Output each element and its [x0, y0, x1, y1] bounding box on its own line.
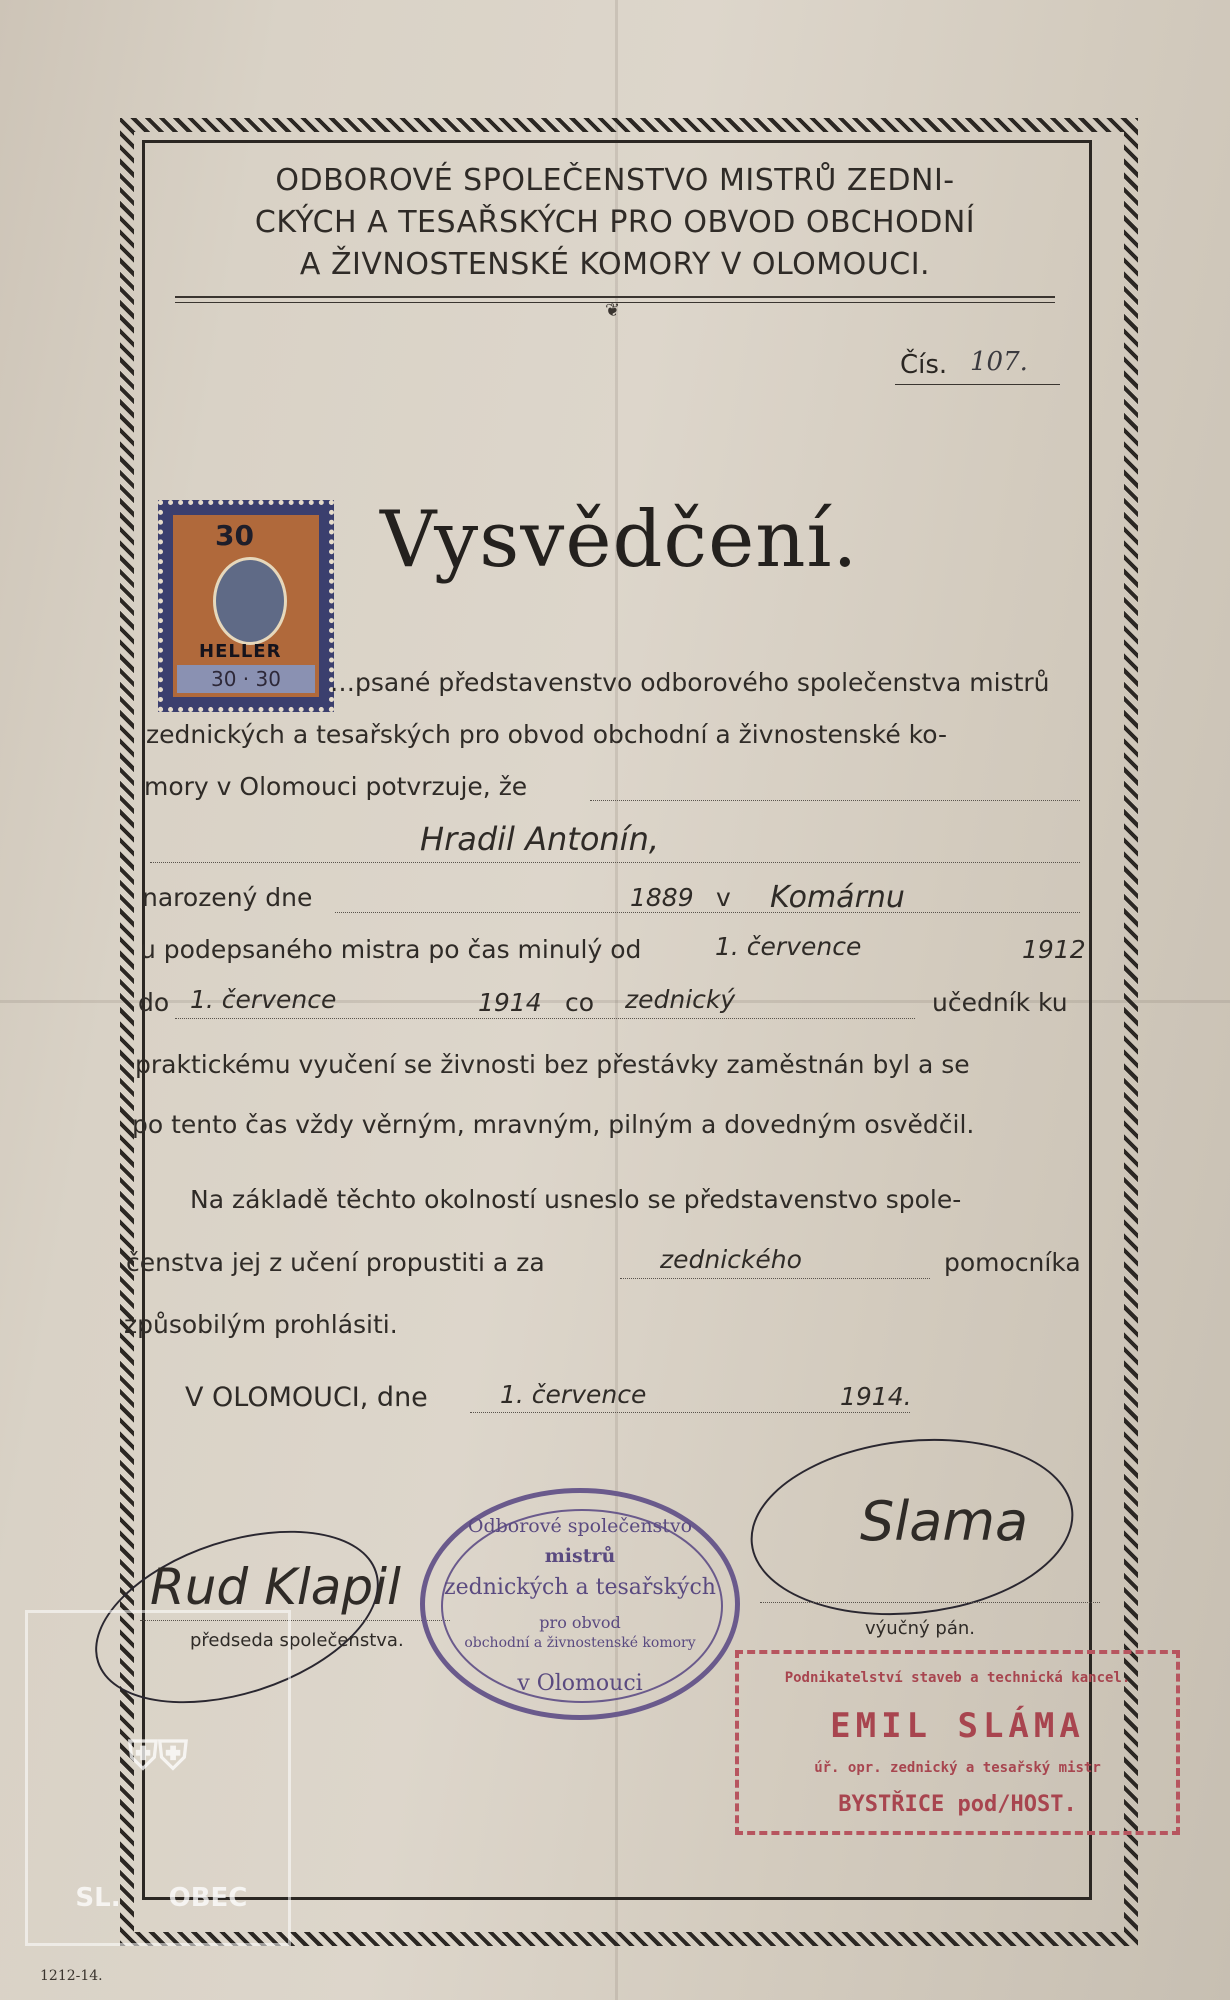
stamp-value-bottom: 30 · 30 [177, 665, 315, 693]
header-line-2: CKÝCH A TESAŘSKÝCH PRO OBVOD OBCHODNÍ [254, 205, 976, 240]
dotted-fill-line [590, 800, 1080, 801]
master-label: výučný pán. [865, 1618, 975, 1639]
chairman-label: předseda společenstva. [190, 1630, 404, 1651]
body-p2-line-2a: čenstva jej z učení propustiti a za [126, 1248, 545, 1277]
revenue-stamp [158, 500, 334, 712]
stamp-currency: HELLER [199, 641, 282, 662]
number-value: 107. [970, 347, 1028, 377]
dotted-fill-line [175, 1018, 915, 1019]
to-label: do [138, 988, 170, 1017]
body-p2-line-3: způsobilým prohlásiti. [124, 1310, 398, 1339]
header-line-1: ODBOROVÉ SPOLEČENSTVO MISTRŮ ZEDNI- [275, 163, 955, 198]
body-line-prakt: praktickému vyučení se živnosti bez přestávky zaměstnán byl a se [135, 1050, 970, 1079]
body-p2-line-2b: pomocníka [944, 1248, 1081, 1277]
master-business-stamp: Podnikatelství staveb a technická kancel. EMIL SLÁMA úř. opr. zednický a tesařský mistr BYSTŘICE pod/HOST. [735, 1650, 1180, 1835]
emperor-portrait-icon [213, 557, 287, 645]
header-line-3: A ŽIVNOSTENSKÉ KOMORY V OLOMOUCI. [299, 247, 931, 282]
number-underline [895, 384, 1060, 385]
dotted-fill-line [470, 1412, 910, 1413]
born-label: narozený dne [142, 883, 313, 912]
body-line-cas: po tento čas vždy věrným, mravným, pilným a dovedným osvědčil. [132, 1110, 975, 1139]
number-label: Čís. [900, 350, 948, 380]
municipal-watermark: ⛨⛨ SL. OBEC [25, 1610, 291, 1946]
place-date: 1. července [500, 1380, 647, 1409]
society-seal: Odborové společenstvo mistrů zednických a tesařských pro obvod obchodní a živnostenské komory v Olomouci [420, 1488, 740, 1720]
signature-line [760, 1602, 1100, 1603]
header-rule [175, 296, 1055, 298]
born-year: 1889 [630, 883, 694, 912]
place-label: V OLOMOUCI, dne [185, 1382, 428, 1413]
body-line-1: …psané představenstvo odborového společenstva mistrů [330, 668, 1050, 697]
co-label: co [565, 988, 595, 1017]
to-year: 1914 [478, 988, 542, 1017]
dotted-fill-line [150, 862, 1080, 863]
born-in-label: v [716, 883, 731, 912]
header-ornament-icon: ❦ [605, 300, 621, 321]
born-place: Komárnu [770, 880, 905, 915]
p2-trade: zednického [660, 1245, 802, 1274]
from-date: 1. července [715, 932, 862, 961]
body-line-3: mory v Olomouci potvrzuje, že [144, 772, 528, 801]
print-code: 1212-14. [40, 1968, 103, 1984]
trade: zednický [625, 985, 736, 1014]
apprentice-label: učedník ku [932, 988, 1068, 1017]
issuer-header [160, 160, 1070, 286]
body-line-2: zednických a tesařských pro obvod obchodní a živnostenské ko- [146, 720, 948, 749]
body-p2-line-1: Na základě těchto okolností usneslo se představenstvo spole- [190, 1185, 962, 1214]
dotted-fill-line [335, 912, 1080, 913]
document-title: Vysvědčení. [380, 495, 859, 585]
apprentice-name: Hradil Antonín, [420, 820, 660, 858]
to-date: 1. července [190, 985, 337, 1014]
from-year: 1912 [1022, 935, 1086, 964]
employed-label: u podepsaného mistra po čas minulý od [140, 935, 642, 964]
master-signature: Slama [860, 1490, 1029, 1553]
stamp-value-top: 30 [215, 519, 254, 552]
chairman-signature: Rud Klapil [150, 1558, 401, 1616]
coat-of-arms-icon: ⛨⛨ [128, 1733, 188, 1779]
dotted-fill-line [620, 1278, 930, 1279]
place-year: 1914. [840, 1382, 912, 1411]
